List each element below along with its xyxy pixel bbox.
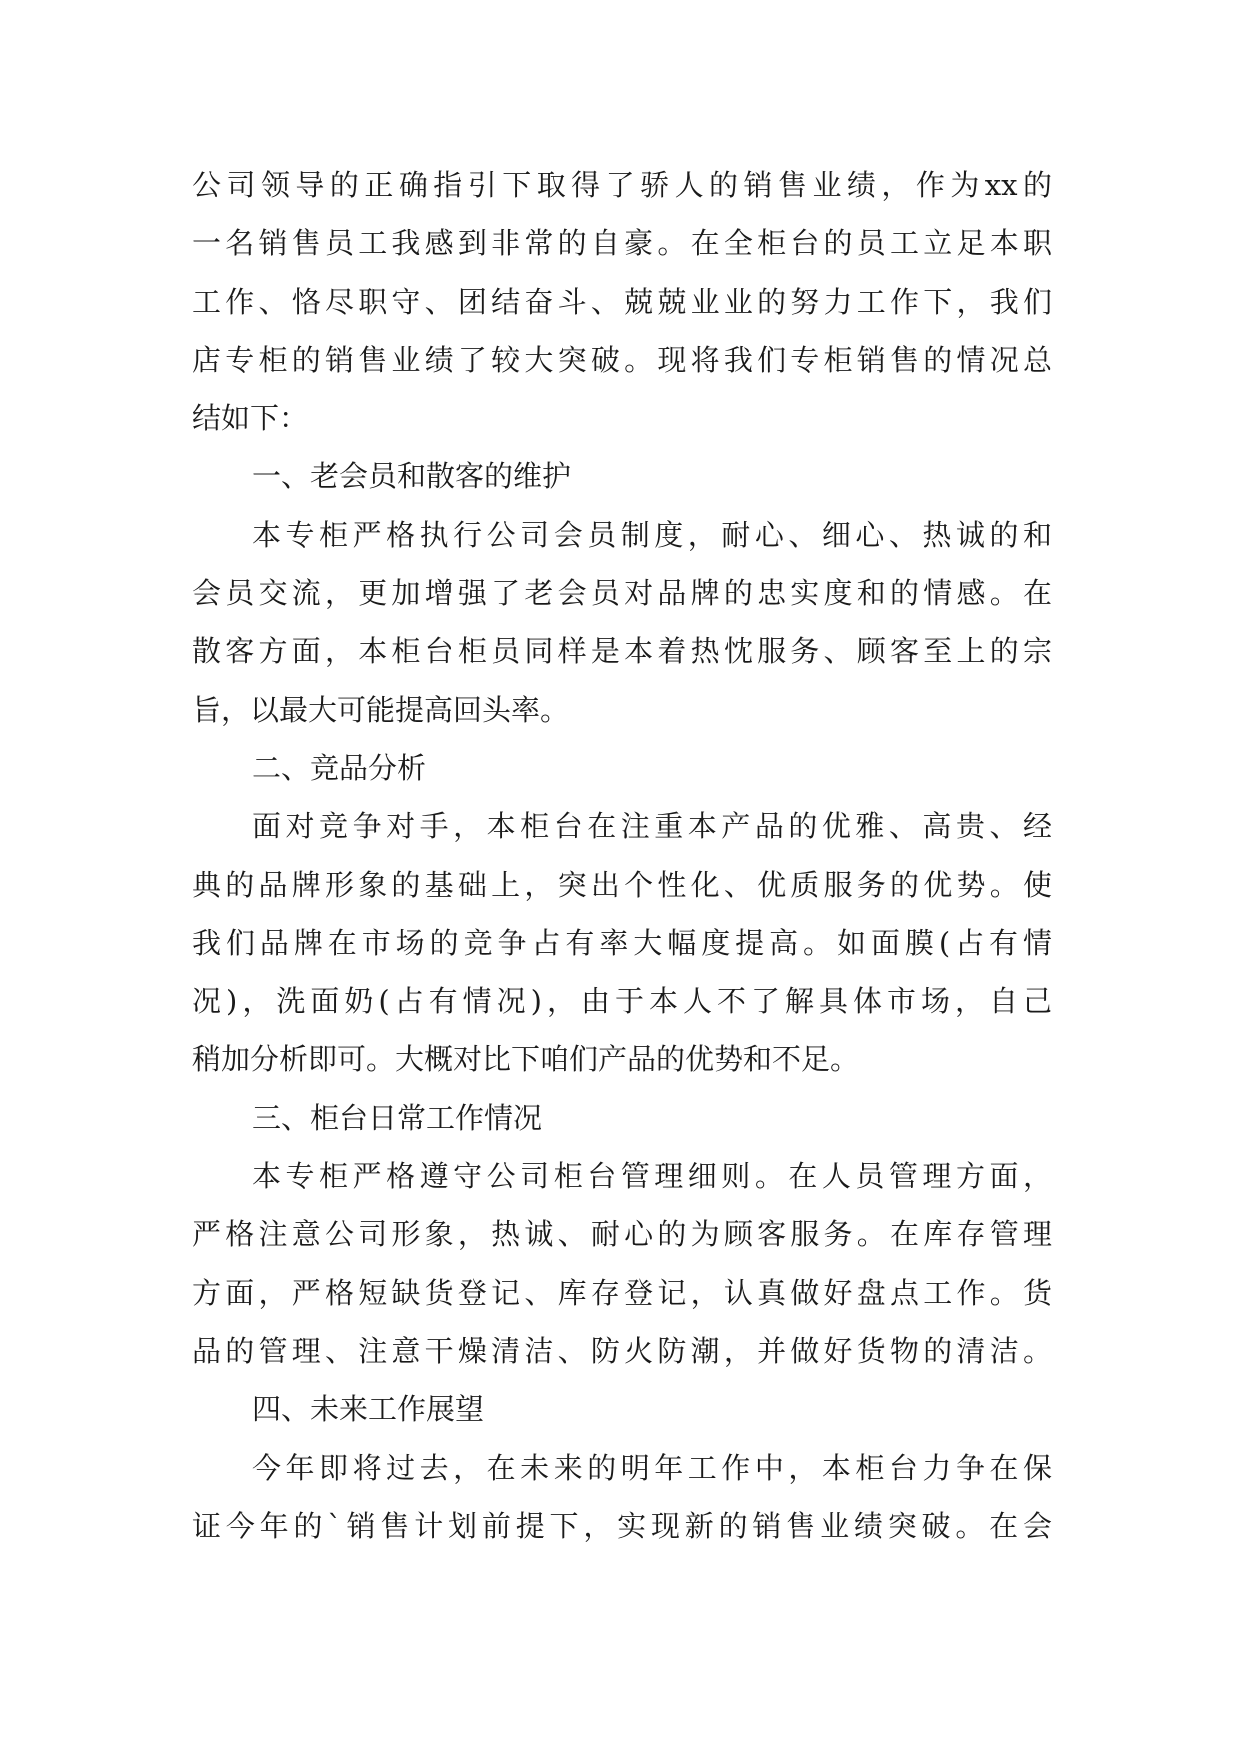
text-line: 结如下： [192, 401, 309, 436]
text-line: 一名销售员工我感到非常的自豪。在全柜台的员工立足本职 [192, 226, 1052, 261]
text-line: 品的管理、注意干燥清洁、防火防潮，并做好货物的清洁。 [192, 1333, 1052, 1368]
text-line: 本专柜严格执行公司会员制度，耐心、细心、热诚的和 [252, 517, 1052, 552]
text-line: 旨，以最大可能提高回头率。 [192, 692, 570, 727]
text-line: 四、未来工作展望 [252, 1392, 485, 1427]
text-line: 店专柜的销售业绩了较大突破。现将我们专柜销售的情况总 [192, 342, 1052, 377]
text-line: 方面，严格短缺货登记、库存登记，认真做好盘点工作。货 [192, 1275, 1052, 1310]
text-line: 公司领导的正确指引下取得了骄人的销售业绩，作为xx的 [192, 168, 1052, 202]
text-line: 一、老会员和散客的维护 [252, 459, 572, 494]
text-line: 散客方面，本柜台柜员同样是本着热忱服务、顾客至上的宗 [192, 634, 1052, 669]
text-line: 况)，洗面奶(占有情况)，由于本人不了解具体市场，自己 [192, 984, 1052, 1019]
text-line: 三、柜台日常工作情况 [252, 1100, 543, 1135]
text-line: 面对竞争对手，本柜台在注重本产品的优雅、高贵、经 [252, 809, 1052, 844]
text-line: 我们品牌在市场的竞争占有率大幅度提高。如面膜(占有情 [192, 925, 1052, 960]
text-line: 会员交流，更加增强了老会员对品牌的忠实度和的情感。在 [192, 576, 1052, 611]
text-line: 本专柜严格遵守公司柜台管理细则。在人员管理方面， [252, 1159, 1052, 1194]
text-line: 二、竞品分析 [252, 750, 427, 785]
text-line: 严格注意公司形象，热诚、耐心的为顾客服务。在库存管理 [192, 1217, 1052, 1252]
document-body [192, 156, 1052, 1555]
text-line: 今年即将过去，在未来的明年工作中，本柜台力争在保 [252, 1450, 1052, 1485]
text-line: 稍加分析即可。大概对比下咱们产品的优势和不足。 [192, 1042, 860, 1077]
text-line: 证今年的`销售计划前提下，实现新的销售业绩突破。在会 [192, 1508, 1052, 1543]
text-line: 典的品牌形象的基础上，突出个性化、优质服务的优势。使 [192, 867, 1052, 902]
text-line: 工作、恪尽职守、团结奋斗、兢兢业业的努力工作下，我们 [192, 284, 1052, 319]
